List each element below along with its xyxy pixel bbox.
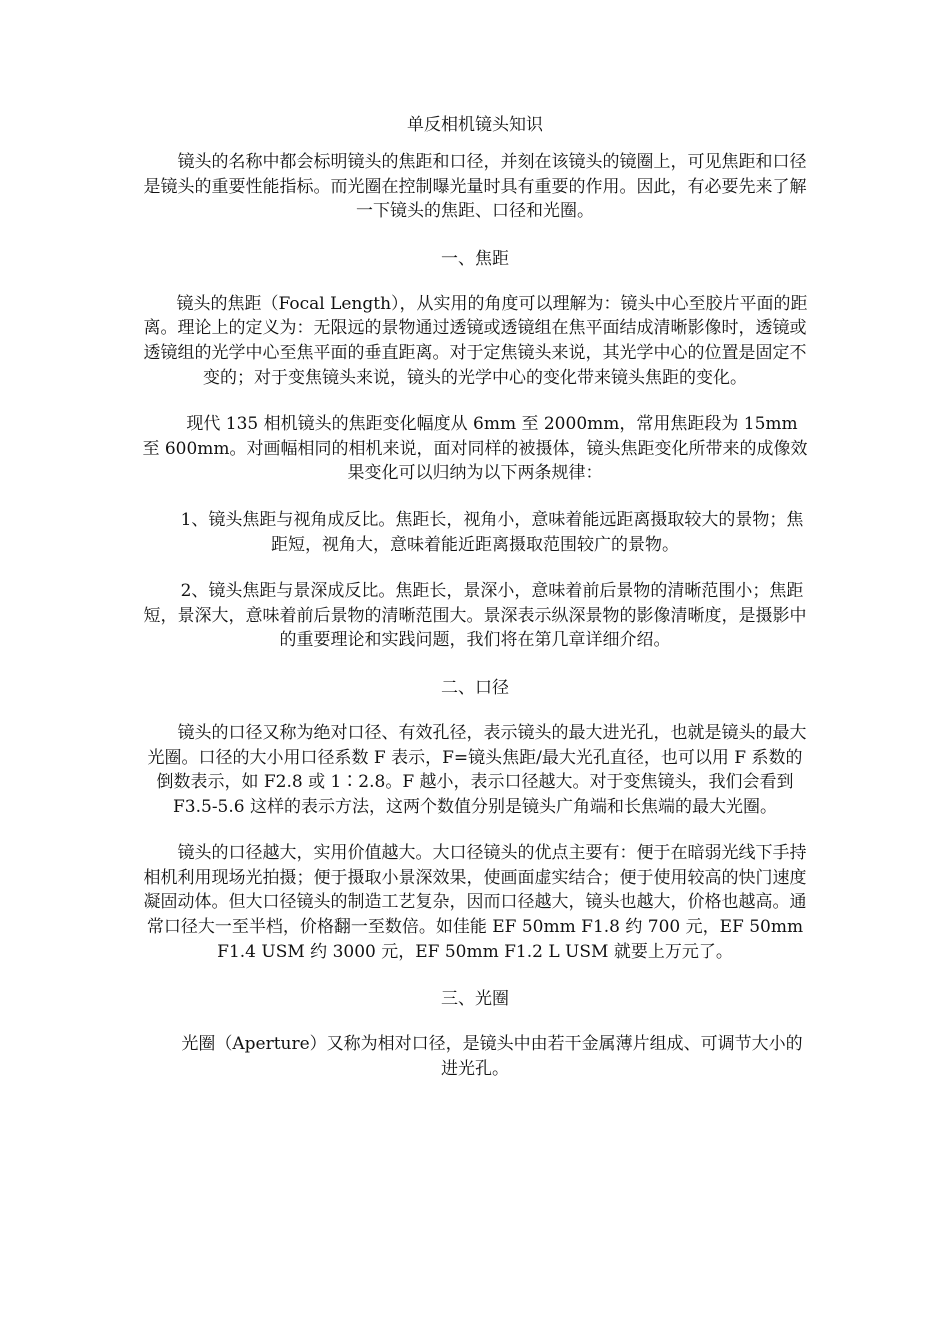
section-heading: 一、焦距 — [441, 248, 509, 269]
section-focal-length — [142, 246, 808, 653]
document-page — [142, 112, 808, 1081]
paragraph: 镜头的焦距（Focal Length），从实用的角度可以理解为：镜头中心至胶片平面的距离。理论上的定义为：无限远的景物通过透镜或透镜组在焦平面结成清晰影像时，透镜或透镜组的光学中心至焦平面的垂直距离。对于定焦镜头来说，其光学中心的位置是固定不变的；对于变焦镜头来说，镜头的光学中心的变化带来镜头焦距的变化。 — [142, 293, 808, 388]
document-title: 单反相机镜头知识 — [407, 115, 543, 135]
section-heading: 三、光圈 — [441, 989, 509, 1010]
paragraph: 现代 135 相机镜头的焦距变化幅度从 6mm 至 2000mm，常用焦距段为 15mm 至 600mm。对画幅相同的相机来说，面对同样的被摄体，镜头焦距变化所带来的成像效果变化可以归纳为以下两条规律： — [142, 414, 808, 484]
paragraph: 镜头的口径越大，实用价值越大。大口径镜头的优点主要有：便于在暗弱光线下手持相机利用现场光拍摄；便于摄取小景深效果，使画面虚实结合；便于使用较高的快门速度凝固动体。但大口径镜头的制造工艺复杂，因而口径越大，镜头也越大，价格也越高。通常口径大一至半档，价格翻一至数倍。如佳能 EF 50mm F1.8 约 700 元，EF 50mm F1.4 USM 约 3000 元，EF 50mm F1.2 L USM 就要上万元了。 — [143, 843, 807, 962]
section-aperture-diameter — [142, 675, 808, 964]
paragraph: 2、镜头焦距与景深成反比。焦距长，景深小，意味着前后景物的清晰范围小；焦距短，景深大，意味着前后景物的清晰范围大。景深表示纵深景物的影像清晰度，是摄影中的重要理论和实践问题，我们将在第几章详细介绍。 — [143, 581, 807, 651]
section-heading: 二、口径 — [441, 677, 509, 698]
section-aperture — [142, 986, 808, 1081]
intro-paragraph: 镜头的名称中都会标明镜头的焦距和口径，并刻在该镜头的镜圈上，可见焦距和口径是镜头的重要性能指标。而光圈在控制曝光量时具有重要的作用。因此，有必要先来了解一下镜头的焦距、口径和光圈。 — [143, 152, 807, 222]
paragraph: 1、镜头焦距与视角成反比。焦距长，视角小，意味着能远距离摄取较大的景物；焦距短，视角大，意味着能近距离摄取范围较广的景物。 — [146, 509, 804, 555]
paragraph: 光圈（Aperture）又称为相对口径，是镜头中由若干金属薄片组成、可调节大小的进光孔。 — [147, 1034, 803, 1079]
paragraph: 镜头的口径又称为绝对口径、有效孔径，表示镜头的最大进光孔，也就是镜头的最大光圈。口径的大小用口径系数 F 表示，F=镜头焦距/最大光孔直径，也可以用 F 系数的倒数表示，如 F2.8 或 1∶2.8。F 越小，表示口径越大。对于变焦镜头，我们会看到 F3.5-5.6 这样的表示方法，这两个数值分别是镜头广角端和长焦端的最大光圈。 — [143, 722, 807, 817]
